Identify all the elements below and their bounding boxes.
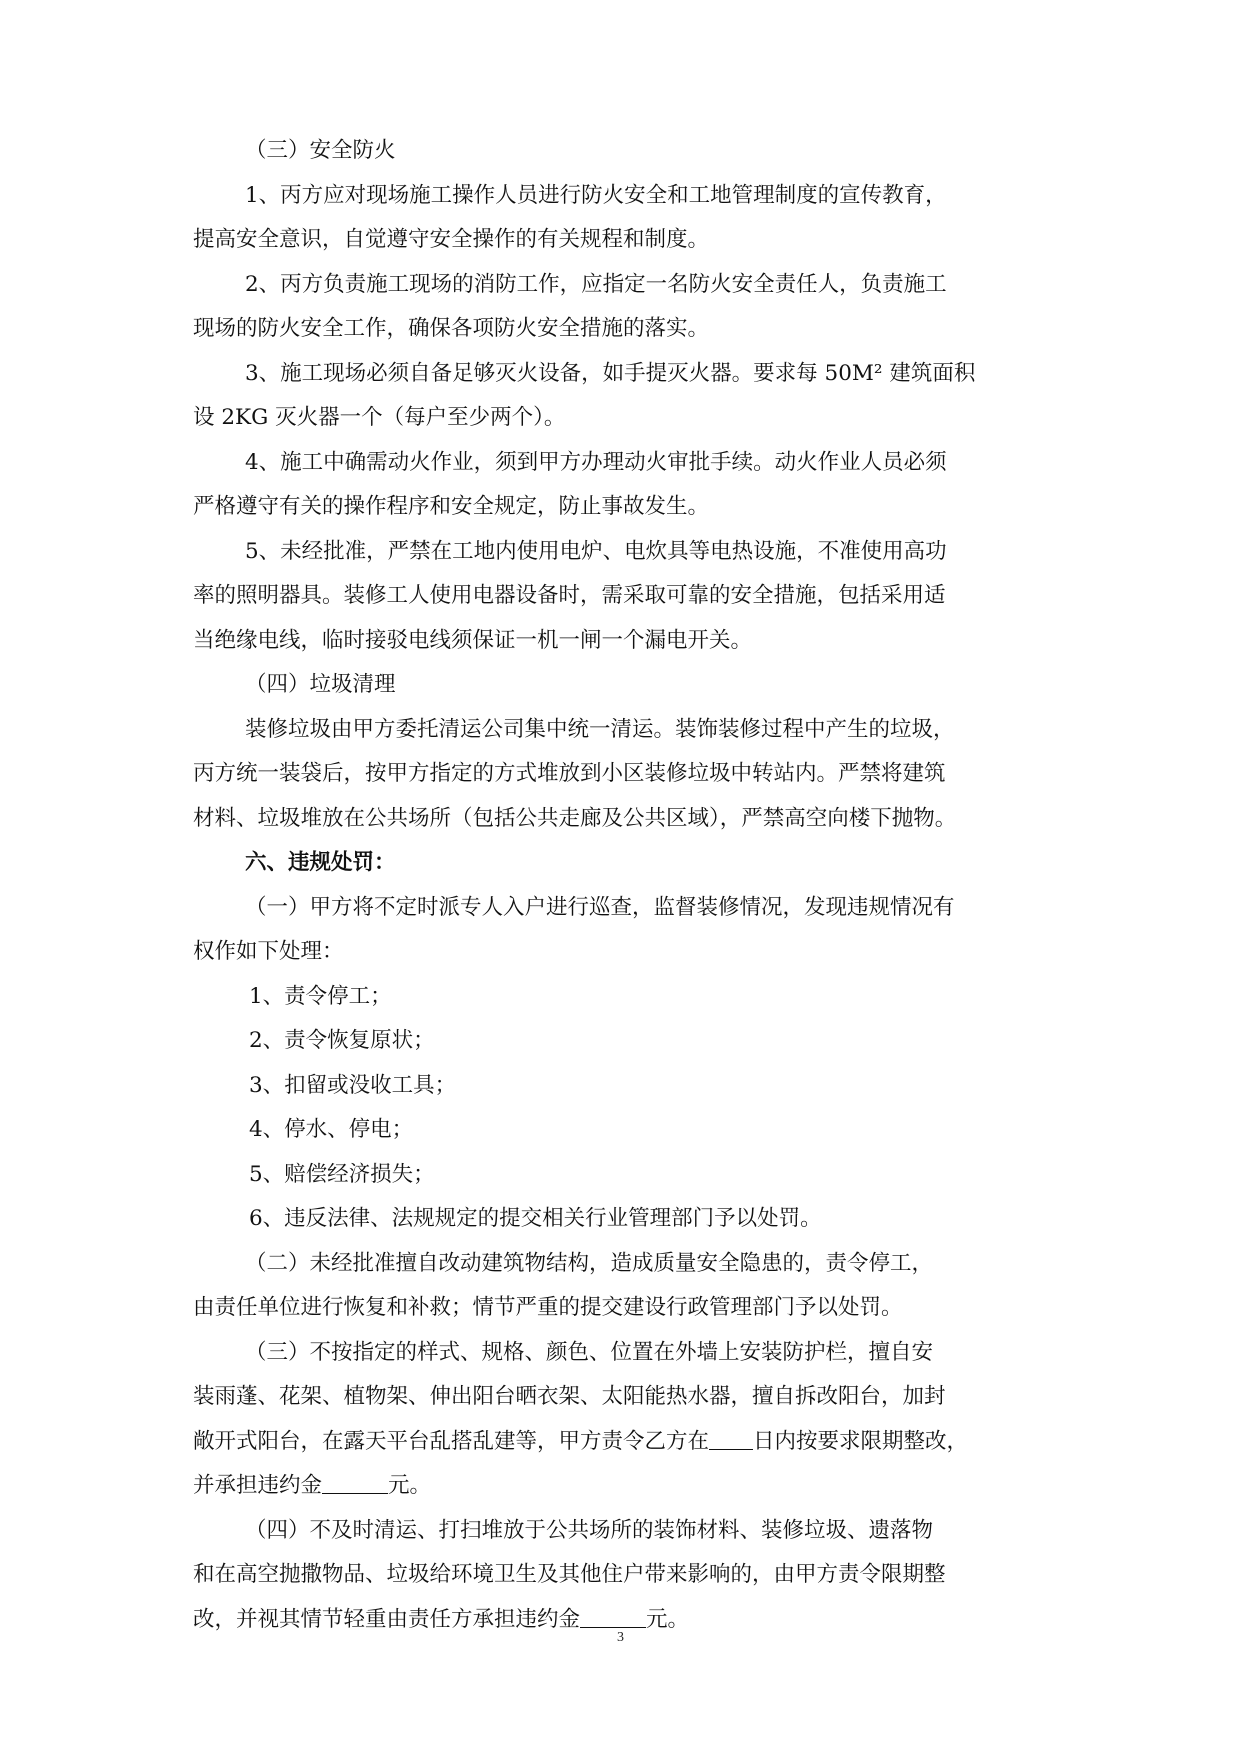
fill-in-blank-amount bbox=[322, 1471, 388, 1494]
paragraph-line: （四）不及时清运、打扫堆放于公共场所的装饰材料、装修垃圾、遗落物 bbox=[245, 1517, 934, 1543]
text-span: 日内按要求限期整改， bbox=[753, 1428, 969, 1454]
section-heading-violations: 六、违规处罚： bbox=[245, 850, 396, 875]
paragraph-line bbox=[193, 1420, 1053, 1465]
paragraph-line: 当绝缘电线，临时接驳电线须保证一机一闸一个漏电开关。 bbox=[193, 627, 753, 653]
list-item: 4、停水、停电； bbox=[249, 1117, 414, 1142]
paragraph-line: 5、未经批准，严禁在工地内使用电炉、电炊具等电热设施，不准使用高功 bbox=[245, 538, 947, 564]
paragraph-line: 4、施工中确需动火作业，须到甲方办理动火审批手续。动火作业人员必须 bbox=[245, 449, 947, 475]
paragraph-line: 率的照明器具。装修工人使用电器设备时，需采取可靠的安全措施，包括采用适 bbox=[193, 583, 946, 608]
list-item: 3、扣留或没收工具； bbox=[249, 1072, 457, 1098]
text-span: 敞开式阳台，在露天平台乱搭乱建等，甲方责令乙方在 bbox=[193, 1428, 710, 1454]
fill-in-blank-amount bbox=[580, 1605, 646, 1628]
text-span: 元。 bbox=[646, 1606, 690, 1632]
section-heading-fire-safety: （三）安全防火 bbox=[245, 138, 396, 163]
paragraph-line: 2、丙方负责施工现场的消防工作，应指定一名防火安全责任人，负责施工 bbox=[245, 271, 947, 297]
body-text bbox=[193, 129, 1053, 1642]
paragraph-line: 现场的防火安全工作，确保各项防火安全措施的落实。 bbox=[193, 316, 710, 341]
text-span: 元。 bbox=[388, 1473, 432, 1498]
paragraph-line: 3、施工现场必须自备足够灭火设备，如手提灭火器。要求每 50M² 建筑面积 bbox=[245, 360, 976, 386]
paragraph-line: （二）未经批准擅自改动建筑物结构，造成质量安全隐患的，责令停工， bbox=[245, 1250, 934, 1276]
page-number: 3 bbox=[617, 1630, 624, 1645]
list-item: 5、赔偿经济损失； bbox=[249, 1161, 435, 1187]
section-heading-garbage: （四）垃圾清理 bbox=[245, 672, 396, 697]
paragraph-line: 丙方统一装袋后，按甲方指定的方式堆放到小区装修垃圾中转站内。严禁将建筑 bbox=[193, 761, 946, 786]
paragraph-line: 材料、垃圾堆放在公共场所（包括公共走廊及公共区域），严禁高空向楼下抛物。 bbox=[193, 805, 957, 831]
paragraph-line: 1、丙方应对现场施工操作人员进行防火安全和工地管理制度的宣传教育， bbox=[245, 182, 947, 208]
paragraph-line: （一）甲方将不定时派专人入户进行巡查，监督装修情况，发现违规情况有 bbox=[245, 894, 955, 920]
list-item: 2、责令恢复原状； bbox=[249, 1028, 435, 1053]
paragraph-line: 和在高空抛撒物品、垃圾给环境卫生及其他住户带来影响的，由甲方责令限期整 bbox=[193, 1562, 946, 1587]
text-span: 并承担违约金 bbox=[193, 1473, 323, 1498]
paragraph-line: 装雨蓬、花架、植物架、伸出阳台晒衣架、太阳能热水器，擅自拆改阳台，加封 bbox=[193, 1384, 946, 1409]
paragraph-line: 由责任单位进行恢复和补救；情节严重的提交建设行政管理部门予以处罚。 bbox=[193, 1295, 903, 1320]
paragraph-line: （三）不按指定的样式、规格、颜色、位置在外墙上安装防护栏，擅自安 bbox=[245, 1339, 934, 1365]
list-item: 1、责令停工； bbox=[249, 983, 392, 1009]
paragraph-line: 设 2KG 灭火器一个（每户至少两个）。 bbox=[193, 405, 566, 430]
paragraph-line bbox=[193, 1464, 1053, 1509]
fill-in-blank-days bbox=[709, 1427, 753, 1450]
list-item: 6、违反法律、法规规定的提交相关行业管理部门予以处罚。 bbox=[249, 1206, 822, 1231]
paragraph-line: 权作如下处理： bbox=[193, 939, 344, 964]
paragraph-line: 严格遵守有关的操作程序和安全规定，防止事故发生。 bbox=[193, 494, 710, 519]
paragraph-line: 提高安全意识，自觉遵守安全操作的有关规程和制度。 bbox=[193, 227, 710, 252]
text-span: 改，并视其情节轻重由责任方承担违约金 bbox=[193, 1606, 581, 1632]
paragraph-line: 装修垃圾由甲方委托清运公司集中统一清运。装饰装修过程中产生的垃圾， bbox=[245, 716, 955, 742]
